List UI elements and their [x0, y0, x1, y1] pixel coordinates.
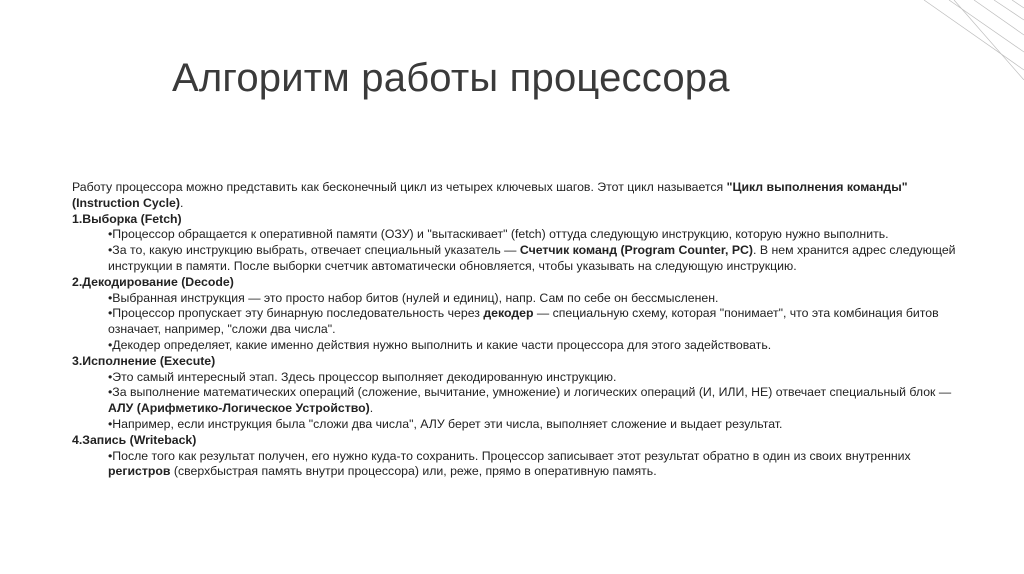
bullet-text: •Процессор обращается к оперативной памяти (ОЗУ) и "вытаскивает" (fetch) оттуда следующую инструкцию, которую нужно выполнить. — [108, 227, 889, 242]
corner-decoration — [894, 0, 1024, 80]
bullet-text-end: (сверхбыстрая память внутри процессора) или, реже, прямо в оперативную память. — [170, 464, 657, 479]
bullet-text: •После того как результат получен, его нужно куда-то сохранить. Процессор записывает этот результат обратно в один из своих внутренних — [108, 448, 911, 463]
bullet-bold: АЛУ (Арифметико-Логическое Устройство) — [108, 401, 370, 416]
bullet-text-end: — специальную схему, которая "понимает", что эта комбинация битов означает, например, "сложи два числа". — [108, 306, 939, 337]
bullet-bold: регистров — [108, 464, 171, 479]
slide-title: Алгоритм работы процессора — [172, 56, 730, 100]
step-heading-fetch: 1.Выборка (Fetch) — [72, 211, 182, 226]
bullet-bold: Счетчик команд (Program Counter, PC) — [519, 243, 753, 258]
bullet-text: •За выполнение математических операций (сложение, вычитание, умножение) и логических операций (И, ИЛИ, НЕ) отвечает специальный блок — — [108, 385, 952, 400]
intro-bold: "Цикл выполнения команды" (Instruction Cycle) — [72, 180, 908, 210]
bullet-text: •Это самый интересный этап. Здесь процессор выполняет декодированную инструкцию. — [108, 369, 617, 384]
slide-body — [72, 180, 972, 480]
bullet-bold: декодер — [483, 306, 534, 321]
bullet-text-end: . — [369, 401, 374, 416]
bullet-item — [72, 243, 972, 275]
bullet-item — [72, 291, 972, 307]
intro-text: Работу процессора можно представить как бесконечный цикл из четырех ключевых шагов. Этот цикл называется — [72, 180, 727, 194]
bullet-item — [72, 417, 972, 433]
bullet-item — [72, 338, 972, 354]
bullet-text: •Например, если инструкция была "сложи два числа", АЛУ берет эти числа, выполняет сложение и выдает результат. — [108, 416, 783, 431]
intro-end: . — [179, 195, 184, 210]
step-heading-writeback: 4.Запись (Writeback) — [72, 432, 197, 447]
bullet-text: •Декодер определяет, какие именно действия нужно выполнить и какие части процессора для этого задействовать. — [108, 337, 772, 352]
bullet-text: •За то, какую инструкцию выбрать, отвечает специальный указатель — — [108, 243, 520, 258]
step-heading-execute: 3.Исполнение (Execute) — [72, 353, 216, 368]
step-heading-decode: 2.Декодирование (Decode) — [72, 274, 234, 289]
bullet-item — [72, 306, 972, 338]
bullet-text-end: . В нем хранится адрес следующей инструкции в памяти. После выборки счетчик автоматически обновляется, чтобы указывать на следующую инструкцию. — [108, 243, 956, 273]
bullet-text: •Процессор пропускает эту бинарную последовательность через — [108, 306, 484, 321]
bullet-text: •Выбранная инструкция — это просто набор битов (нулей и единиц), напр. Сам по себе он бессмысленен. — [108, 290, 719, 305]
intro-paragraph — [72, 180, 972, 212]
bullet-item — [72, 227, 972, 243]
bullet-item — [72, 385, 972, 417]
bullet-item — [72, 449, 972, 481]
bullet-item — [72, 370, 972, 386]
